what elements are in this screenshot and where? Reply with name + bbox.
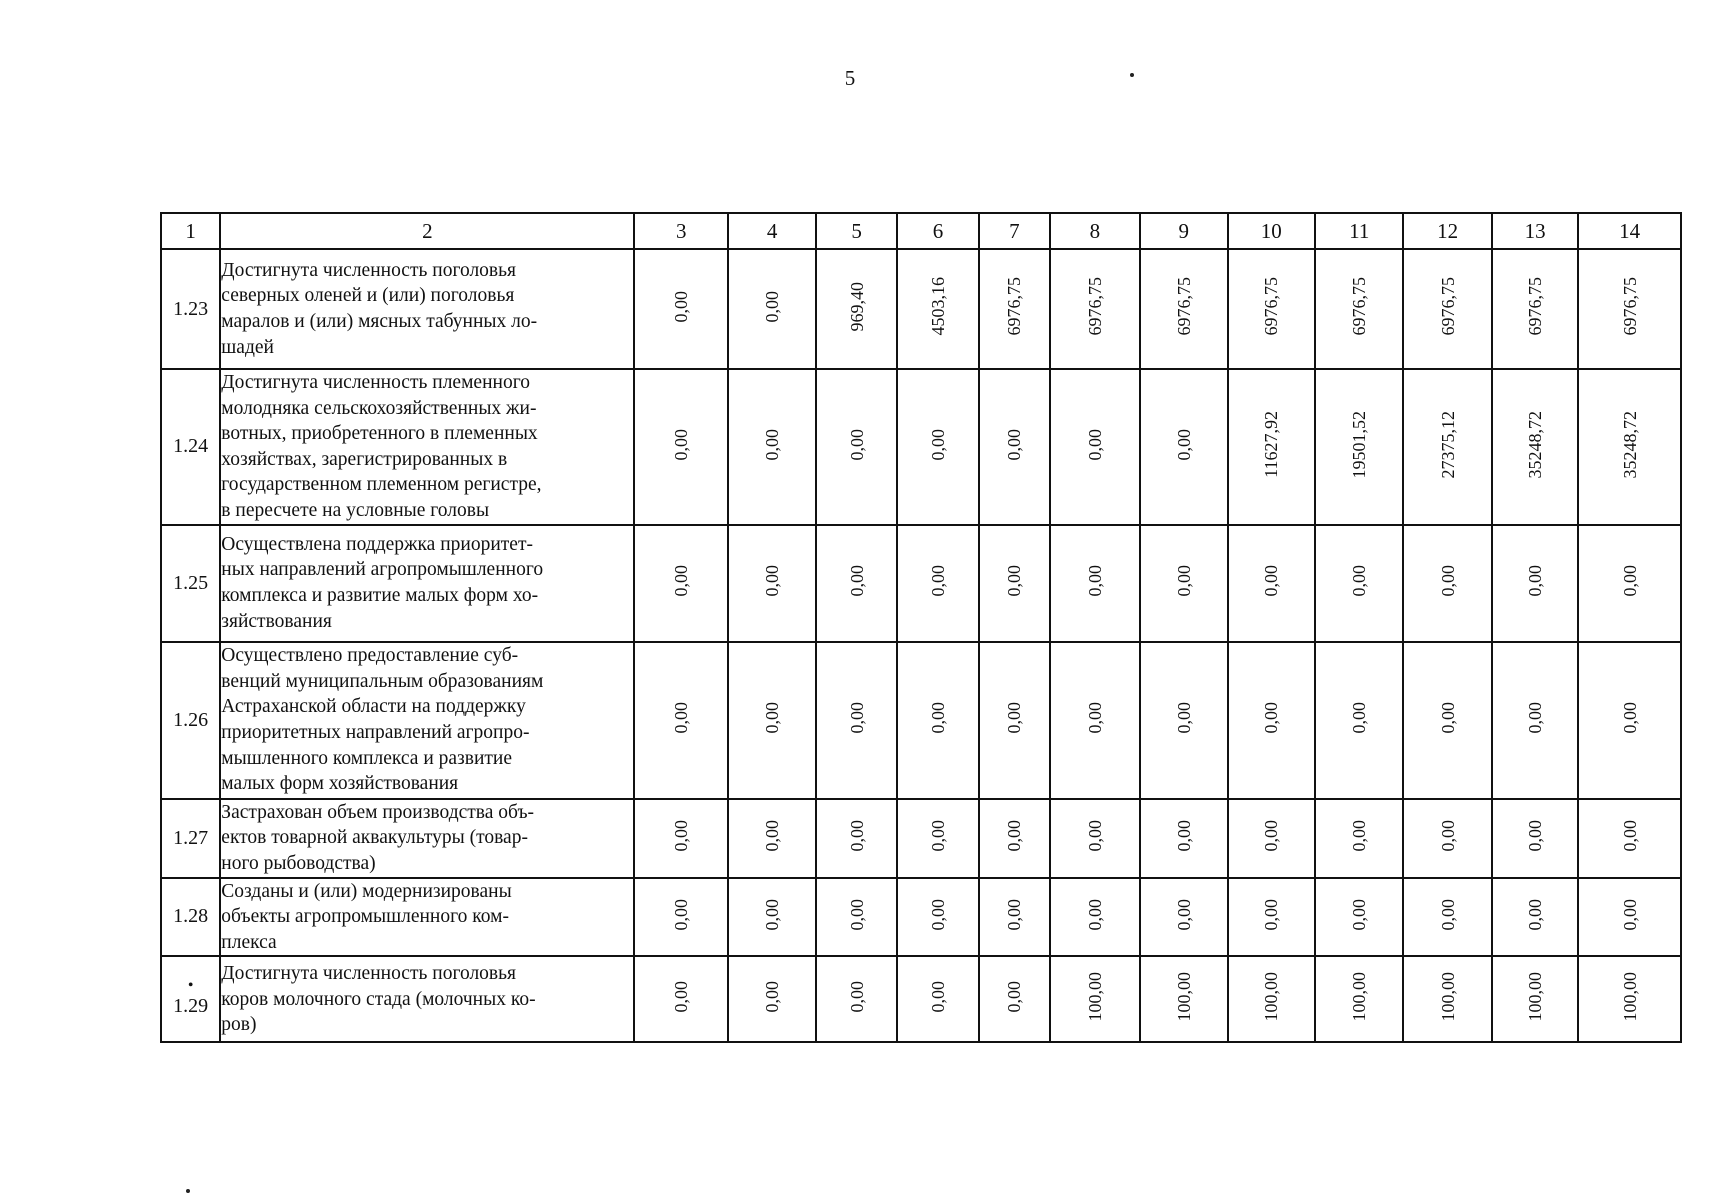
value-text: 0,00: [762, 428, 783, 461]
row-description: [220, 799, 634, 878]
row-number-text: 1.29: [173, 994, 209, 1017]
value-cell: [1492, 799, 1578, 878]
value-text: 100,00: [1437, 972, 1458, 1022]
value-cell: [816, 249, 896, 369]
value-text: 0,00: [671, 981, 692, 1013]
value-text: 0,00: [1173, 701, 1194, 734]
value-cell: [1315, 799, 1403, 878]
table-row: [161, 878, 1681, 957]
value-text: 11627,92: [1261, 410, 1282, 478]
description-line: малых форм хозяйствования: [221, 773, 459, 795]
description-line: маралов и (или) мясных табунных ло-: [221, 311, 538, 332]
value-cell: [728, 525, 816, 642]
column-header: 6: [897, 213, 979, 249]
value-text: 0,00: [1349, 898, 1370, 931]
value-cell: [816, 799, 896, 878]
value-text: 0,00: [1437, 898, 1458, 931]
value-cell: [1140, 525, 1227, 642]
value-cell: [1315, 525, 1403, 642]
description-line: приоритетных направлений агропро-: [221, 722, 530, 744]
value-cell: [816, 956, 896, 1042]
row-description: [220, 369, 634, 525]
description-line: плекса: [221, 931, 277, 953]
value-cell: [1050, 642, 1140, 799]
value-text: 0,00: [1173, 564, 1194, 597]
description-line: Достигнута численность племенного: [221, 372, 530, 393]
value-cell: [816, 642, 896, 799]
value-text: 0,00: [1004, 428, 1025, 461]
value-text: 0,00: [1619, 819, 1640, 852]
value-cell: [1315, 249, 1403, 369]
value-text: 6976,75: [1084, 277, 1105, 336]
value-cell: [979, 878, 1049, 957]
value-text: 6976,75: [1349, 277, 1370, 336]
value-text: 0,00: [762, 898, 783, 931]
value-text: 0,00: [1261, 898, 1282, 931]
row-number: 1.27: [161, 799, 220, 878]
column-header: 2: [220, 213, 634, 249]
value-cell: [1228, 799, 1315, 878]
value-cell: [1050, 878, 1140, 957]
value-cell: [1315, 956, 1403, 1042]
description-line: молодняка сельскохозяйственных жи-: [221, 397, 537, 419]
description-line: венций муниципальным образованиям: [221, 670, 544, 692]
value-cell: [728, 249, 816, 369]
value-cell: [728, 642, 816, 799]
value-cell: [1315, 878, 1403, 957]
value-cell: [634, 642, 727, 799]
value-text: 0,00: [1437, 701, 1458, 734]
row-number: [161, 956, 220, 1042]
description-line: ного рыбоводства): [221, 852, 376, 874]
value-text: 0,00: [671, 701, 692, 734]
column-header: 8: [1050, 213, 1140, 249]
value-text: 35248,72: [1525, 410, 1546, 479]
value-cell: [979, 249, 1049, 369]
bullet-mark: •: [187, 976, 194, 994]
value-cell: [728, 799, 816, 878]
row-number: 1.25: [161, 525, 220, 642]
value-cell: [1403, 799, 1491, 878]
value-cell: [1140, 878, 1227, 957]
description-line: Астраханской области на поддержку: [221, 696, 526, 718]
value-text: 0,00: [1084, 898, 1105, 931]
value-cell: [1228, 642, 1315, 799]
column-header: 10: [1228, 213, 1315, 249]
description-line: зяйствования: [221, 610, 332, 632]
value-text: 0,00: [671, 564, 692, 597]
value-text: 0,00: [846, 819, 867, 852]
value-cell: [1140, 369, 1227, 525]
value-cell: [979, 642, 1049, 799]
value-cell: [1492, 878, 1578, 957]
scan-speck: [1130, 73, 1134, 77]
value-text: 6976,75: [1619, 277, 1640, 336]
description-line: ных направлений агропромышленного: [221, 559, 544, 581]
column-header: 1: [161, 213, 220, 249]
value-text: 6976,75: [1004, 277, 1025, 336]
value-text: 4503,16: [928, 277, 949, 336]
value-text: 0,00: [1004, 701, 1025, 734]
value-text: 0,00: [1525, 564, 1546, 597]
value-text: 6976,75: [1525, 277, 1546, 336]
page-number: 5: [844, 66, 856, 90]
value-cell: [634, 956, 727, 1042]
value-cell: [1578, 249, 1681, 369]
value-text: 0,00: [762, 819, 783, 852]
value-text: 0,00: [1004, 564, 1025, 597]
value-cell: [728, 956, 816, 1042]
value-text: 0,00: [1619, 564, 1640, 597]
description-line: Достигнута численность поголовья: [221, 259, 516, 281]
value-cell: [816, 369, 896, 525]
value-text: 6976,75: [1173, 277, 1194, 336]
column-header: 4: [728, 213, 816, 249]
description-line: шадей: [221, 336, 274, 358]
value-text: 0,00: [1619, 898, 1640, 931]
value-cell: [634, 249, 727, 369]
description-line: в пересчете на условные головы: [221, 499, 490, 521]
value-cell: [1140, 799, 1227, 878]
value-cell: [1228, 249, 1315, 369]
column-header: 9: [1140, 213, 1227, 249]
value-cell: [979, 956, 1049, 1042]
value-text: 27375,12: [1437, 410, 1458, 479]
description-line: Застрахован объем производства объ-: [221, 801, 535, 823]
value-text: 0,00: [1261, 819, 1282, 852]
value-cell: [1315, 642, 1403, 799]
value-cell: [897, 878, 979, 957]
value-text: 0,00: [671, 898, 692, 931]
row-description: [220, 956, 634, 1042]
value-text: 0,00: [762, 290, 783, 323]
value-text: 0,00: [928, 428, 949, 461]
value-cell: [1578, 878, 1681, 957]
value-text: 0,00: [928, 981, 949, 1013]
description-line: северных оленей и (или) поголовья: [221, 285, 515, 307]
table-row: [161, 369, 1681, 525]
description-line: хозяйствах, зарегистрированных в: [221, 448, 508, 470]
value-text: 0,00: [1349, 819, 1370, 852]
value-cell: [1578, 369, 1681, 525]
table-row: [161, 249, 1681, 369]
column-header: 12: [1403, 213, 1491, 249]
value-cell: [1492, 642, 1578, 799]
value-text: 0,00: [1349, 701, 1370, 734]
value-cell: [1228, 956, 1315, 1042]
value-cell: [1315, 369, 1403, 525]
value-cell: [1403, 369, 1491, 525]
column-header: 3: [634, 213, 727, 249]
value-text: 100,00: [1349, 972, 1370, 1022]
row-number: 1.28: [161, 878, 220, 957]
value-text: 0,00: [1173, 819, 1194, 852]
value-text: 19501,52: [1349, 410, 1370, 479]
value-text: 100,00: [1619, 972, 1640, 1022]
value-text: 6976,75: [1261, 277, 1282, 336]
value-cell: [1403, 956, 1491, 1042]
row-number: 1.26: [161, 642, 220, 799]
description-line: коров молочного стада (молочных ко-: [221, 988, 536, 1010]
description-line: Созданы и (или) модернизированы: [221, 880, 512, 902]
value-cell: [897, 525, 979, 642]
table-row: [161, 642, 1681, 799]
value-cell: [1050, 369, 1140, 525]
value-text: 0,00: [1084, 428, 1105, 461]
value-text: 0,00: [1004, 981, 1025, 1013]
value-text: 0,00: [846, 701, 867, 734]
value-cell: [634, 369, 727, 525]
row-number: 1.24: [161, 369, 220, 525]
value-cell: [728, 369, 816, 525]
value-cell: [897, 799, 979, 878]
description-line: объекты агропромышленного ком-: [221, 906, 509, 928]
value-cell: [1578, 525, 1681, 642]
value-text: 0,00: [1619, 701, 1640, 734]
value-cell: [1492, 249, 1578, 369]
description-line: ектов товарной аквакультуры (товар-: [221, 827, 528, 849]
description-line: Достигнута численность поголовья: [221, 962, 516, 984]
value-text: 0,00: [928, 898, 949, 931]
row-description: [220, 878, 634, 957]
value-cell: [1140, 642, 1227, 799]
value-cell: [1228, 369, 1315, 525]
value-text: 0,00: [1084, 819, 1105, 852]
value-cell: [897, 956, 979, 1042]
value-cell: [1050, 956, 1140, 1042]
value-text: 969,40: [846, 281, 867, 332]
row-description: [220, 249, 634, 369]
table-row: [161, 799, 1681, 878]
value-text: 0,00: [846, 428, 867, 461]
value-text: 0,00: [1004, 819, 1025, 852]
value-cell: [1492, 369, 1578, 525]
row-description: [220, 642, 634, 799]
value-cell: [816, 878, 896, 957]
value-text: 0,00: [1004, 898, 1025, 931]
value-cell: [634, 799, 727, 878]
value-cell: [1492, 956, 1578, 1042]
value-cell: [1050, 799, 1140, 878]
value-cell: [728, 878, 816, 957]
description-line: ров): [221, 1014, 257, 1036]
value-text: 0,00: [762, 701, 783, 734]
value-cell: [1050, 525, 1140, 642]
description-line: Осуществлено предоставление суб-: [221, 645, 519, 667]
value-text: 0,00: [928, 819, 949, 852]
value-text: 0,00: [1173, 898, 1194, 931]
description-line: Осуществлена поддержка приоритет-: [221, 533, 533, 555]
value-text: 0,00: [671, 428, 692, 461]
table-row: [161, 525, 1681, 642]
value-text: 0,00: [762, 981, 783, 1013]
column-header: 7: [979, 213, 1049, 249]
value-cell: [897, 642, 979, 799]
column-header: 14: [1578, 213, 1681, 249]
indicator-table: [160, 212, 1682, 1043]
value-text: 0,00: [846, 981, 867, 1013]
description-line: мышленного комплекса и развитие: [221, 747, 513, 769]
value-text: 0,00: [1525, 898, 1546, 931]
value-text: 35248,72: [1619, 410, 1640, 479]
row-description: [220, 525, 634, 642]
value-text: 0,00: [1084, 701, 1105, 734]
value-text: 100,00: [1261, 972, 1282, 1022]
value-cell: [816, 525, 896, 642]
value-cell: [1403, 878, 1491, 957]
value-cell: [1403, 642, 1491, 799]
value-cell: [897, 369, 979, 525]
value-cell: [1403, 525, 1491, 642]
value-text: 0,00: [1084, 564, 1105, 597]
row-number: 1.23: [161, 249, 220, 369]
value-cell: [1578, 799, 1681, 878]
value-text: 0,00: [1261, 701, 1282, 734]
value-cell: [1228, 878, 1315, 957]
value-cell: [634, 525, 727, 642]
value-text: 0,00: [1261, 564, 1282, 597]
value-cell: [979, 369, 1049, 525]
value-cell: [634, 878, 727, 957]
value-cell: [979, 525, 1049, 642]
value-text: 0,00: [846, 898, 867, 931]
value-text: 0,00: [671, 819, 692, 852]
value-text: 100,00: [1173, 972, 1194, 1022]
column-header: 11: [1315, 213, 1403, 249]
value-text: 0,00: [1437, 564, 1458, 597]
description-line: государственном племенном регистре,: [221, 474, 542, 496]
value-text: 100,00: [1525, 972, 1546, 1022]
value-cell: [1492, 525, 1578, 642]
value-cell: [1050, 249, 1140, 369]
description-line: вотных, приобретенного в племенных: [221, 423, 538, 445]
value-text: 100,00: [1084, 972, 1105, 1022]
value-text: 0,00: [928, 564, 949, 597]
value-cell: [1140, 249, 1227, 369]
value-cell: [1578, 956, 1681, 1042]
value-text: 0,00: [1173, 428, 1194, 461]
value-text: 0,00: [671, 290, 692, 323]
value-cell: [897, 249, 979, 369]
description-line: комплекса и развитие малых форм хо-: [221, 585, 539, 607]
scan-speck: [186, 1189, 190, 1193]
value-cell: [979, 799, 1049, 878]
value-text: 6976,75: [1437, 277, 1458, 336]
value-text: 0,00: [1525, 701, 1546, 734]
value-cell: [1140, 956, 1227, 1042]
column-header: 13: [1492, 213, 1578, 249]
header-row: [161, 213, 1681, 249]
table-row: [161, 956, 1681, 1042]
value-text: 0,00: [1437, 819, 1458, 852]
value-text: 0,00: [846, 564, 867, 597]
value-cell: [1578, 642, 1681, 799]
value-cell: [1228, 525, 1315, 642]
value-text: 0,00: [1349, 564, 1370, 597]
value-text: 0,00: [928, 701, 949, 734]
value-text: 0,00: [1525, 819, 1546, 852]
value-cell: [1403, 249, 1491, 369]
column-header: 5: [816, 213, 896, 249]
value-text: 0,00: [762, 564, 783, 597]
